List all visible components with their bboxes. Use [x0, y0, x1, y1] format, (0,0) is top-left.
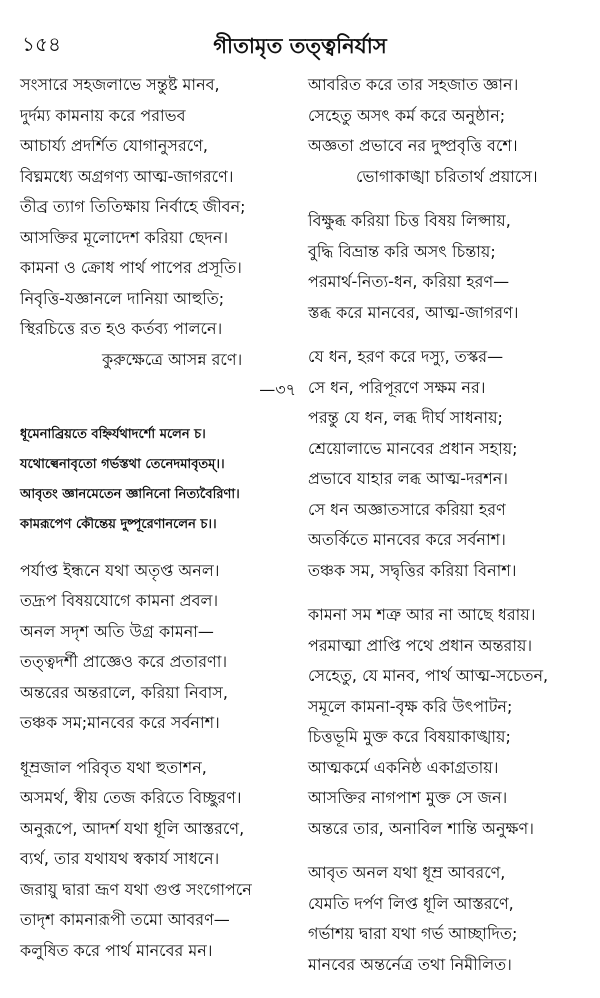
- sloka-line: ধূমেনাব্রিয়তে বহ্নির্যথাদর্শো মলেন চ।: [20, 426, 206, 442]
- right-stanza-4: [308, 600, 598, 844]
- verse-line: সে ধন, পরিপূরণে সক্ষম নর।: [308, 377, 486, 397]
- stanza-gap: [308, 844, 598, 858]
- verse-line: সংসারে সহজলাভে সন্তুষ্ট মানব,: [20, 75, 220, 94]
- right-stanza-5: [308, 858, 598, 980]
- verse-line: আবরিত করে তার সহজাত জ্ঞান।: [308, 75, 519, 94]
- verse-line: কামনা ও ক্রোধ পার্থ পাপের প্রসূতি।: [20, 258, 242, 277]
- verse-line: সেহেতু অসৎ কর্ম করে অনুষ্ঠান;: [308, 105, 506, 125]
- verse-line: সে ধন অজ্ঞাতসারে করিয়া হরণ: [308, 499, 506, 519]
- right-stanza-2: [308, 206, 598, 328]
- sloka-line: আবৃতং জ্ঞানমেতেন জ্ঞানিনো নিত্যবৈরিণা।: [20, 486, 240, 502]
- sanskrit-sloka: [20, 420, 308, 540]
- verse-line: তঞ্চক সম;মানবের করে সর্বনাশ।: [20, 713, 220, 732]
- verse-line: যে ধন, হরণ করে দস্যু, তস্কর—: [308, 347, 504, 366]
- verse-line: চিত্তভূমি মুক্ত করে বিষয়াকাঙ্খায়;: [308, 727, 511, 746]
- verse-line: তীব্র ত্যাগ তিতিক্ষায় নির্বাহে জীবন;: [20, 197, 246, 216]
- sloka-line: কামরূপেণ কৌন্তেয় দুষ্পূরেণানলেন চ।।: [20, 516, 217, 532]
- left-stanza-1: [20, 70, 308, 406]
- page-number: ১৫৪: [22, 32, 61, 56]
- verse-line: অজ্ঞতা প্রভাবে নর দুষ্প্রবৃত্তি বশে।: [308, 136, 518, 155]
- page-header: [0, 0, 600, 64]
- stanza-gap: [20, 739, 308, 753]
- verse-line: ধূম্রজাল পরিবৃত যথা হুতাশন,: [20, 757, 207, 777]
- left-column: [20, 70, 308, 966]
- right-stanza-1: [308, 70, 598, 192]
- verse-line: সেহেতু, যে মানব, পার্থ আত্ম-সচেতন,: [308, 666, 549, 685]
- verse-line: আবৃত অনল যথা ধূম্র আবরণে,: [308, 863, 506, 882]
- verse-line: কামনা সম শত্রু আর না আছে ধরায়।: [308, 605, 536, 624]
- verse-line: নিবৃত্তি-যজ্ঞানলে দানিয়া আহুতি;: [20, 288, 225, 308]
- verse-line: অন্তরের অন্তরালে, করিয়া নিবাস,: [20, 682, 228, 702]
- verse-line: পরন্তু যে ধন, লব্ধ দীর্ঘ সাধনায়;: [308, 408, 503, 427]
- verse-line: বিঘ্নমধ্যে অগ্রগণ্য আত্ম-জাগরণে।: [20, 166, 234, 186]
- verse-line: তঞ্চক সম, সদ্বৃত্তির করিয়া বিনাশ।: [308, 560, 517, 580]
- right-column: [308, 70, 598, 980]
- verse-line: অনল সদৃশ অতি উগ্র কামনা—: [20, 621, 214, 641]
- verse-number: —৩৭: [259, 380, 296, 399]
- page-title: গীতামৃত তত্ত্বনির্যাস: [213, 34, 387, 58]
- verse-line: বিক্ষুব্ধ করিয়া চিত্ত বিষয় লিপ্সায়,: [308, 211, 511, 230]
- sloka-line: যথোল্বেনাবৃতো গর্ভস্তথা তেনেদমাবৃতম্।।: [20, 456, 225, 472]
- verse-line: শ্রেয়োলাভে মানবের প্রধান সহায়;: [308, 438, 518, 458]
- verse-line: পরমাত্মা প্রাপ্তি পথে প্রধান অন্তরায়।: [308, 635, 533, 655]
- verse-line: তত্ত্বদর্শী প্রাজ্ঞেও করে প্রতারণা।: [20, 652, 228, 671]
- verse-line: আসক্তির মূলোদেশ করিয়া ছেদন।: [20, 227, 229, 247]
- verse-line: অনুরূপে, আদর্শ যথা ধূলি আস্তরণে,: [20, 818, 245, 838]
- verse-line: প্রভাবে যাহার লব্ধ আত্ম-দরশন।: [308, 469, 509, 488]
- verse-line: তদ্রূপ বিষয়যোগে কামনা প্রবল।: [20, 591, 219, 610]
- verse-line: অসমর্থ, স্বীয় তেজ করিতে বিচ্ছুরণ।: [20, 788, 242, 807]
- verse-line: কুরুক্ষেত্রে আসন্ন রণে।: [102, 349, 243, 369]
- left-stanza-2: [20, 556, 308, 739]
- right-stanza-3: [308, 342, 598, 586]
- verse-line: যেমতি দর্পণ লিপ্ত ধূলি আস্তরণে,: [308, 893, 514, 913]
- verse-line: আচার্য্য প্রদর্শিত যোগানুসরণে,: [20, 136, 208, 155]
- verse-line: স্থিরচিত্তে রত হও কর্তব্য পালনে।: [20, 319, 223, 338]
- verse-line: ভোগাকাঙ্খা চরিতার্থ প্রয়াসে।: [356, 166, 538, 186]
- verse-line: আসক্তির নাগপাশ মুক্ত সে জন।: [308, 788, 508, 807]
- verse-line: সমূলে কামনা-বৃক্ষ করি উৎপাটন;: [308, 696, 513, 716]
- verse-line: দুর্দম্য কামনায় করে পরাভব: [20, 105, 186, 125]
- verse-line: স্তব্ধ করে মানবের, আত্ম-জাগরণ।: [308, 302, 519, 322]
- verse-line: তাদৃশ কামনারূপী তমো আবরণ—: [20, 910, 230, 929]
- verse-line: ব্যর্থ, তার যথাযথ স্বকার্য সাধনে।: [20, 849, 220, 868]
- verse-line: জরায়ু দ্বারা ভ্রূণ যথা গুপ্ত সংগোপনে: [20, 879, 252, 899]
- verse-line: কলুষিত করে পার্থ মানবের মন।: [20, 940, 213, 960]
- verse-line: মানবের অন্তর্নেত্র তথা নিমীলিত।: [308, 954, 512, 974]
- stanza-gap: [308, 328, 598, 342]
- verse-line: অতর্কিতে মানবের করে সর্বনাশ।: [308, 530, 506, 549]
- verse-line: পর্যাপ্ত ইন্ধনে যথা অতৃপ্ত অনল।: [20, 560, 220, 580]
- verse-line: গর্ভাশয় দ্বারা যথা গর্ভ আচ্ছাদিত;: [308, 924, 518, 943]
- stanza-gap: [308, 192, 598, 206]
- left-stanza-3: [20, 753, 308, 967]
- verse-line: আত্মকর্মে একনিষ্ঠ একাগ্রতায়।: [308, 757, 499, 777]
- stanza-gap: [308, 586, 598, 600]
- verse-line: বুদ্ধি বিভ্রান্ত করি অসৎ চিন্তায়;: [308, 241, 496, 261]
- verse-line: অন্তরে তার, অনাবিল শান্তি অনুক্ষণ।: [308, 818, 534, 838]
- verse-line: পরমার্থ-নিত্য-ধন, করিয়া হরণ—: [308, 272, 510, 291]
